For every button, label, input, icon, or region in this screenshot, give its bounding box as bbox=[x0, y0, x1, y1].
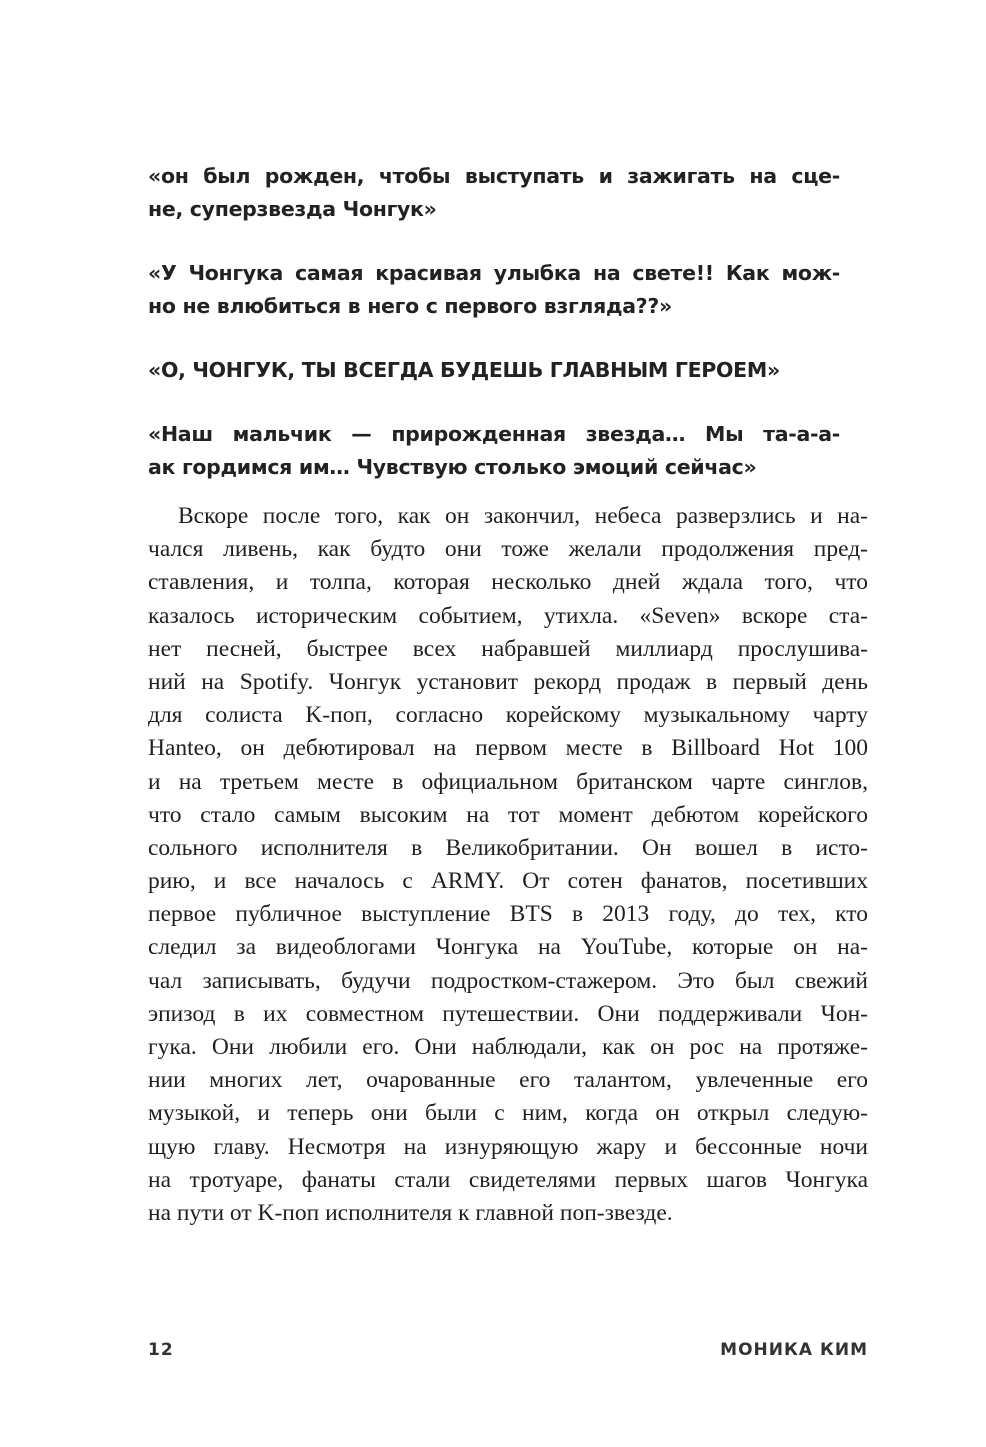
paragraph-line: следил за видеоблогами Чонгука на YouTube, которые он на- bbox=[148, 934, 868, 961]
paragraph-line: на пути от K-поп исполнителя к главной поп-звезде. bbox=[148, 1199, 673, 1226]
paragraph-line: чался ливень, как будто они тоже желали продолжения пред- bbox=[148, 536, 868, 563]
paragraph-line: нии многих лет, очарованные его талантом, увлеченные его bbox=[148, 1067, 868, 1094]
paragraph-line: эпизод в их совместном путешествии. Они поддерживали Чон- bbox=[148, 1000, 868, 1027]
quote-line: но не влюбиться в него с первого взгляда??» bbox=[148, 294, 672, 318]
quote-line: «Наш мальчик — прирожденная звезда… Мы та-а-а- bbox=[148, 422, 840, 446]
paragraph-line: первое публичное выступление BTS в 2013 году, до тех, кто bbox=[148, 901, 868, 928]
paragraph-line: нет песней, быстрее всех набравшей миллиард прослушива- bbox=[148, 635, 868, 662]
paragraph-line: Hanteo, он дебютировал на первом месте в Billboard Hot 100 bbox=[148, 735, 868, 762]
paragraph-line: рию, и все началось с ARMY. От сотен фанатов, посетивших bbox=[148, 868, 868, 895]
fan-quote bbox=[148, 160, 840, 226]
fan-quote bbox=[148, 257, 840, 323]
paragraph-line: ний на Spotify. Чонгук установит рекорд продаж в первый день bbox=[148, 668, 868, 695]
page-number: 12 bbox=[148, 1340, 174, 1360]
running-author: МОНИКА КИМ bbox=[720, 1340, 868, 1360]
paragraph-line: сольного исполнителя в Великобритании. Он вошел в исто- bbox=[148, 834, 868, 861]
paragraph-line: казалось историческим событием, утихла. «Seven» вскоре ста- bbox=[148, 602, 868, 629]
quote-line: «О, ЧОНГУК, ТЫ ВСЕГДА БУДЕШЬ ГЛАВНЫМ ГЕРОЕМ» bbox=[148, 358, 780, 382]
quote-line: не, суперзвезда Чонгук» bbox=[148, 197, 437, 221]
paragraph-line: гука. Они любили его. Они наблюдали, как он рос на протяже- bbox=[148, 1034, 868, 1060]
paragraph-line: щую главу. Несмотря на изнуряющую жару и бессонные ночи bbox=[148, 1133, 868, 1160]
quote-line: ак гордимся им… Чувствую столько эмоций сейчас» bbox=[148, 455, 757, 479]
quote-line: «У Чонгука самая красивая улыбка на свете!! Как мож- bbox=[148, 261, 840, 285]
paragraph-line: для солиста K-поп, согласно корейскому музыкальному чарту bbox=[148, 702, 868, 729]
paragraph-line: что стало самым высоким на тот момент дебютом корейского bbox=[148, 801, 868, 828]
paragraph-line: и на третьем месте в официальном британском чарте синглов, bbox=[148, 768, 868, 795]
paragraph-line: на тротуаре, фанаты стали свидетелями первых шагов Чонгука bbox=[148, 1166, 868, 1193]
paragraph-line: Вскоре после того, как он закончил, небеса разверзлись и на- bbox=[178, 503, 868, 529]
paragraph-line: чал записывать, будучи подростком-стажером. Это был свежий bbox=[148, 967, 868, 994]
quote-line: «он был рожден, чтобы выступать и зажигать на сце- bbox=[148, 164, 840, 188]
fan-quote bbox=[148, 418, 840, 484]
fan-quote bbox=[148, 354, 840, 387]
body-text bbox=[148, 500, 868, 1230]
paragraph-line: ставления, и толпа, которая несколько дней ждала того, что bbox=[148, 569, 868, 596]
paragraph-line: музыкой, и теперь они были с ним, когда он открыл следую- bbox=[148, 1100, 868, 1127]
fan-quotes bbox=[148, 160, 840, 515]
